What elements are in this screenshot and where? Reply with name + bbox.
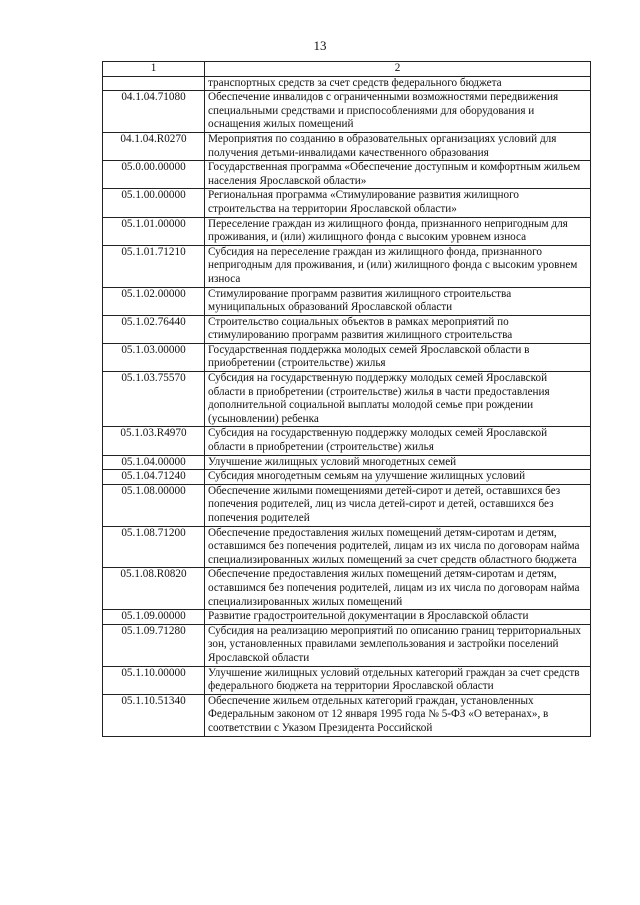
row-description-cell: Стимулирование программ развития жилищного строительства муниципальных образований Ярославской области xyxy=(205,287,591,315)
row-code-cell: 05.1.02.76440 xyxy=(103,315,205,343)
column-header-description: 2 xyxy=(205,62,591,77)
row-description-cell: Обеспечение предоставления жилых помещений детям-сиротам и детям, оставшимся без попечения родителей, лицам из их числа по договорам найма специализированных жилых помещений xyxy=(205,568,591,610)
table-row xyxy=(103,315,591,343)
row-description-cell: Переселение граждан из жилищного фонда, признанного непригодным для проживания, и (или) жилищного фонда с высоким уровнем износа xyxy=(205,217,591,245)
row-code-cell: 05.1.08.00000 xyxy=(103,484,205,526)
page-number: 13 xyxy=(313,38,327,53)
row-description-cell: Обеспечение жильем отдельных категорий граждан, установленных Федеральным законом от 12 января 1995 года № 5-ФЗ «О ветеранах», в соответствии с Указом Президента Российской xyxy=(205,694,591,736)
table-row xyxy=(103,526,591,568)
row-description-cell: Обеспечение предоставления жилых помещений детям-сиротам и детям, оставшимся без попечения родителей, лицам из их числа по договорам найма специализированных жилых помещений за счет средств областного бюджета xyxy=(205,526,591,568)
row-description-cell: Улучшение жилищных условий отдельных категорий граждан за счет средств федерального бюджета на территории Ярославской области xyxy=(205,666,591,694)
row-code-cell xyxy=(103,76,205,91)
table-row xyxy=(103,455,591,470)
row-code-cell: 04.1.04.71080 xyxy=(103,91,205,133)
row-description-cell: Субсидия многодетным семьям на улучшение жилищных условий xyxy=(205,470,591,485)
row-description-cell: Государственная программа «Обеспечение доступным и комфортным жильем населения Ярославской области» xyxy=(205,161,591,189)
row-code-cell: 05.1.09.00000 xyxy=(103,610,205,625)
table-row xyxy=(103,76,591,91)
row-code-cell: 05.1.01.71210 xyxy=(103,245,205,287)
row-code-cell: 05.1.03.75570 xyxy=(103,372,205,427)
row-code-cell: 04.1.04.R0270 xyxy=(103,132,205,160)
row-code-cell: 05.1.01.00000 xyxy=(103,217,205,245)
table-row xyxy=(103,427,591,455)
budget-classification-table xyxy=(102,61,591,737)
row-description-cell: Мероприятия по созданию в образовательных организациях условий для получения детьми-инвалидами качественного образования xyxy=(205,132,591,160)
table-row xyxy=(103,91,591,133)
row-code-cell: 05.1.03.00000 xyxy=(103,343,205,371)
row-description-cell: Улучшение жилищных условий многодетных семей xyxy=(205,455,591,470)
table-row xyxy=(103,245,591,287)
row-code-cell: 05.1.04.00000 xyxy=(103,455,205,470)
table-row xyxy=(103,343,591,371)
table-row xyxy=(103,470,591,485)
row-code-cell: 05.1.10.51340 xyxy=(103,694,205,736)
row-code-cell: 05.1.08.R0820 xyxy=(103,568,205,610)
row-description-cell: Строительство социальных объектов в рамках мероприятий по стимулированию программ развития жилищного строительства xyxy=(205,315,591,343)
column-header-code: 1 xyxy=(103,62,205,77)
row-code-cell: 05.1.08.71200 xyxy=(103,526,205,568)
table-header-row xyxy=(103,62,591,77)
table-row xyxy=(103,372,591,427)
row-code-cell: 05.0.00.00000 xyxy=(103,161,205,189)
row-description-cell: Обеспечение жилыми помещениями детей-сирот и детей, оставшихся без попечения родителей, лиц из числа детей-сирот и детей, оставшихся без попечения родителей xyxy=(205,484,591,526)
row-code-cell: 05.1.02.00000 xyxy=(103,287,205,315)
table-row xyxy=(103,568,591,610)
table-row xyxy=(103,287,591,315)
row-code-cell: 05.1.03.R4970 xyxy=(103,427,205,455)
table-row xyxy=(103,694,591,736)
row-description-cell: Субсидия на государственную поддержку молодых семей Ярославской области в приобретении (строительстве) жилья в части предоставления дополнительной социальной выплаты молодой семье при рождении (усыновлении) ребенка xyxy=(205,372,591,427)
row-description-cell: транспортных средств за счет средств федерального бюджета xyxy=(205,76,591,91)
row-code-cell: 05.1.09.71280 xyxy=(103,624,205,666)
row-description-cell: Развитие градостроительной документации в Ярославской области xyxy=(205,610,591,625)
table-row xyxy=(103,624,591,666)
row-code-cell: 05.1.04.71240 xyxy=(103,470,205,485)
row-description-cell: Государственная поддержка молодых семей Ярославской области в приобретении (строительстве) жилья xyxy=(205,343,591,371)
table-row xyxy=(103,189,591,217)
row-code-cell: 05.1.00.00000 xyxy=(103,189,205,217)
row-description-cell: Субсидия на переселение граждан из жилищного фонда, признанного непригодным для проживания, и (или) жилищного фонда с высоким уровнем износа xyxy=(205,245,591,287)
row-description-cell: Субсидия на реализацию мероприятий по описанию границ территориальных зон, установленных правилами землепользования и застройки поселений Ярославской области xyxy=(205,624,591,666)
table-row xyxy=(103,666,591,694)
table-body xyxy=(103,76,591,736)
table-row xyxy=(103,484,591,526)
table-row xyxy=(103,610,591,625)
row-description-cell: Обеспечение инвалидов с ограниченными возможностями передвижения специальными средствами и приспособлениями для оборудования и оснащения жилых помещений xyxy=(205,91,591,133)
table-row xyxy=(103,217,591,245)
table-row xyxy=(103,161,591,189)
row-description-cell: Субсидия на государственную поддержку молодых семей Ярославской области в приобретении (строительстве) жилья xyxy=(205,427,591,455)
row-description-cell: Региональная программа «Стимулирование развития жилищного строительства на территории Ярославской области» xyxy=(205,189,591,217)
table-row xyxy=(103,132,591,160)
row-code-cell: 05.1.10.00000 xyxy=(103,666,205,694)
